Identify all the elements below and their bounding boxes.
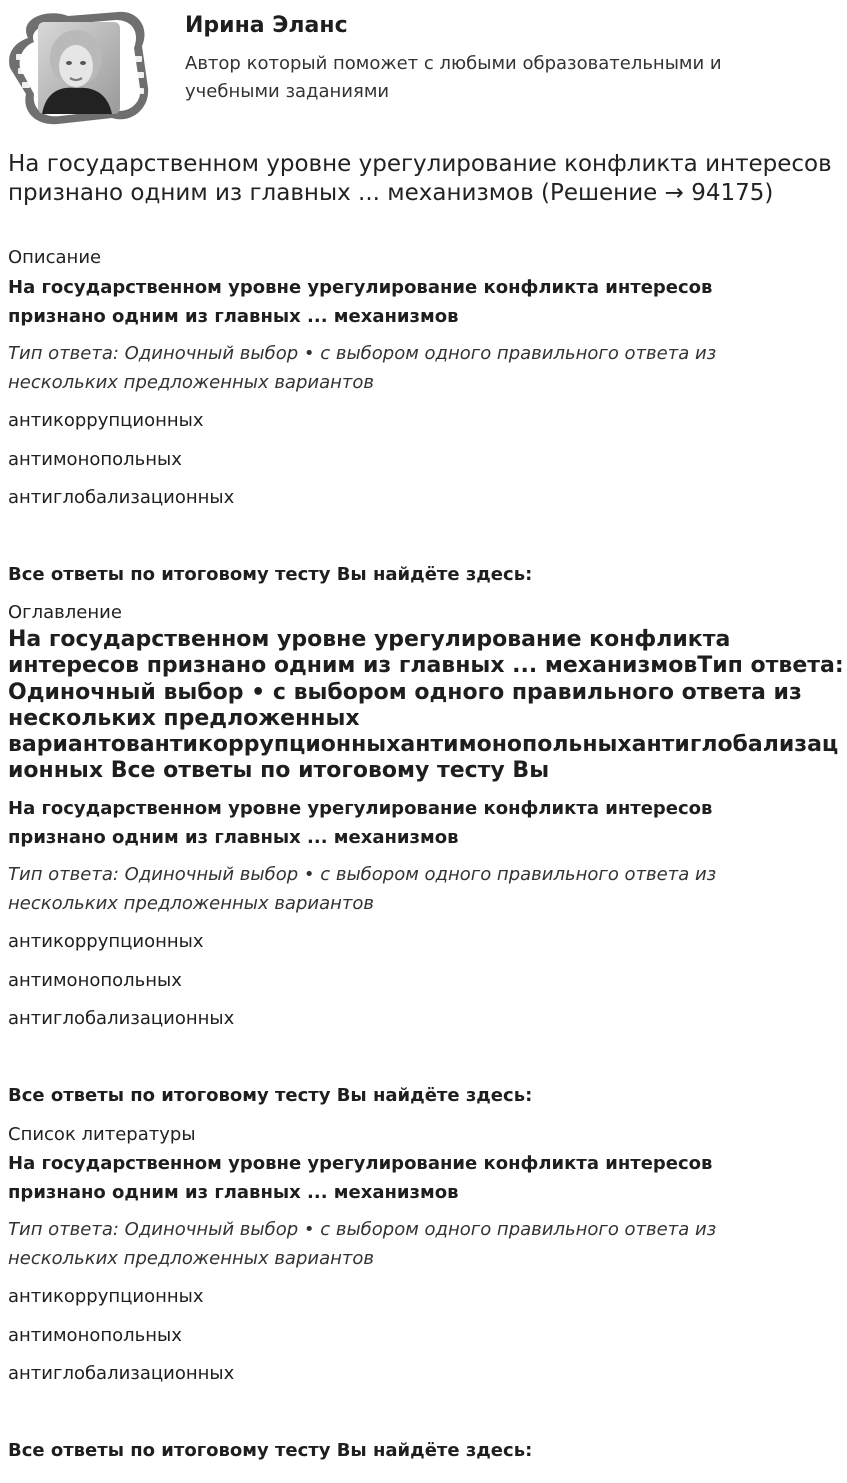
section-label-toc: Оглавление: [8, 602, 122, 623]
option-antiglobalization: антиглобализационных: [8, 487, 235, 508]
option-anticorruption: антикоррупционных: [8, 1286, 204, 1307]
toc-heading-tail: Все ответы по итоговому тесту Вы: [110, 758, 550, 784]
answer-type: Тип ответа: Одиночный выбор • с выбором одного правильного ответа из нескольких предложенных вариантов: [8, 1219, 717, 1269]
toc-heading: [8, 627, 847, 787]
answer-type: Тип ответа: Одиночный выбор • с выбором одного правильного ответа из нескольких предложенных вариантов: [8, 343, 717, 393]
option-antimonopoly: антимонопольных: [8, 970, 182, 991]
option-anticorruption: антикоррупционных: [8, 410, 204, 431]
author-description: Автор который поможет с любыми образовательными и учебными заданиями: [185, 53, 722, 102]
all-answers-link[interactable]: Все ответы по итоговому тесту Вы найдёте здесь:: [8, 1085, 533, 1106]
all-answers-link[interactable]: Все ответы по итоговому тесту Вы найдёте здесь:: [8, 1440, 533, 1461]
section-label-description: Описание: [8, 247, 102, 268]
answer-type: Тип ответа: Одиночный выбор • с выбором одного правильного ответа из нескольких предложенных вариантов: [8, 864, 717, 914]
question-text: На государственном уровне урегулирование конфликта интересов признано одним из главных ... механизмов: [8, 1153, 713, 1203]
option-antiglobalization: антиглобализационных: [8, 1363, 235, 1384]
section-label-literature: Список литературы: [8, 1124, 196, 1145]
option-antiglobalization: антиглобализационных: [8, 1008, 235, 1029]
author-avatar[interactable]: [8, 8, 150, 126]
toc-heading-main: На государственном уровне урегулирование конфликта интересов признано одним из главных ... механизмовТип ответа: Одиночный выбор • с выбором одного правильного ответа из нескольких предложенных вариантовантикоррупционныхантимонопольныхантиглобализационных: [8, 627, 844, 784]
question-text: На государственном уровне урегулирование конфликта интересов признано одним из главных ... механизмов: [8, 798, 713, 848]
all-answers-link[interactable]: Все ответы по итоговому тесту Вы найдёте здесь:: [8, 564, 533, 585]
option-antimonopoly: антимонопольных: [8, 449, 182, 470]
option-antimonopoly: антимонопольных: [8, 1325, 182, 1346]
question-text: На государственном уровне урегулирование конфликта интересов признано одним из главных ... механизмов: [8, 277, 713, 327]
option-anticorruption: антикоррупционных: [8, 931, 204, 952]
page-title: На государственном уровне урегулирование конфликта интересов признано одним из главных ... механизмов (Решение → 94175): [8, 151, 832, 206]
author-card: [0, 0, 847, 140]
author-name[interactable]: Ирина Эланс: [185, 13, 348, 38]
